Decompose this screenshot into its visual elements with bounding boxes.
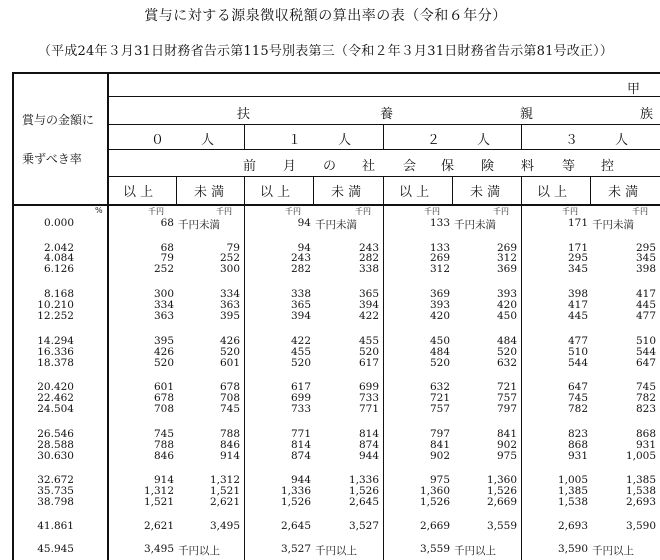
ijo-value: 902: [429, 450, 450, 462]
ijo-value: 171: [567, 242, 588, 254]
miman-value: 721: [496, 381, 517, 393]
thousand-yen-unit: 千円: [493, 207, 509, 216]
group-divider: [383, 176, 384, 560]
miman-value: 243: [358, 242, 379, 254]
ijo-value: 914: [153, 474, 174, 486]
ijo-header: 以 上: [399, 185, 430, 200]
miman-value: 445: [635, 299, 656, 311]
rate-value: 26.546: [37, 428, 74, 440]
miman-value: 914: [219, 450, 240, 462]
ijo-value: 300: [153, 288, 174, 300]
miman-value: 931: [635, 439, 656, 451]
rate-value: 22.462: [37, 392, 74, 404]
miman-header: 未 満: [194, 185, 225, 200]
miman-value: 295: [635, 242, 656, 254]
ijo-value: 841: [429, 439, 450, 451]
ijo-value: 365: [290, 299, 311, 311]
miman-value: 745: [219, 403, 240, 415]
thousand-yen-ijo-label: 千円以上: [178, 545, 220, 557]
miman-value: 455: [358, 335, 379, 347]
ijo-value: 757: [429, 403, 450, 415]
ijo-value: 601: [153, 381, 174, 393]
ijo-value: 393: [429, 299, 450, 311]
ijo-value: 484: [429, 346, 450, 358]
ijo-value: 632: [429, 381, 450, 393]
ijo-value: 133: [429, 242, 450, 254]
group-divider: [383, 124, 384, 149]
ijo-header: 以 上: [260, 185, 291, 200]
dependents-unit: 人: [477, 133, 491, 148]
miman-value: 632: [496, 357, 517, 369]
miman-value: 647: [635, 357, 656, 369]
miman-value: 782: [635, 392, 656, 404]
ijo-value: 2,669: [419, 520, 450, 532]
ijo-value: 771: [290, 428, 311, 440]
miman-value: 1,312: [209, 474, 240, 486]
miman-value: 133: [429, 217, 450, 229]
miman-value: 68: [160, 217, 174, 229]
miman-header: 未 満: [331, 185, 362, 200]
ijo-value: 445: [567, 310, 588, 322]
ijo-value: 1,336: [280, 485, 311, 497]
ijo-miman-divider: [313, 176, 314, 204]
group-divider: [521, 124, 522, 149]
miman-value: 394: [358, 299, 379, 311]
ijo-value: 450: [429, 335, 450, 347]
ijo-value: 846: [153, 450, 174, 462]
ijo-value: 975: [429, 474, 450, 486]
ijo-value: 2,645: [280, 520, 311, 532]
ijo-value: 1,312: [143, 485, 174, 497]
rate-header-label-1: 賞与の金額に: [22, 113, 95, 127]
ijo-value: 312: [429, 263, 450, 275]
miman-value: 814: [358, 428, 379, 440]
rate-value: 32.672: [37, 474, 74, 486]
miman-value: 171: [567, 217, 588, 229]
ijo-value: 243: [290, 252, 311, 264]
thousand-yen-unit: 千円: [285, 207, 301, 216]
ijo-value: 422: [290, 335, 311, 347]
miman-value: 269: [496, 242, 517, 254]
ijo-value: 708: [153, 403, 174, 415]
miman-value: 422: [358, 310, 379, 322]
thousand-yen-unit: 千円: [216, 207, 232, 216]
miman-value: 520: [496, 346, 517, 358]
miman-value: 3,495: [209, 520, 240, 532]
miman-value: 1,336: [348, 474, 379, 486]
miman-value: 3,559: [486, 520, 517, 532]
thousand-yen-unit: 千円: [148, 207, 164, 216]
miman-header: 未 満: [608, 185, 639, 200]
ijo-value: 868: [567, 439, 588, 451]
miman-value: 520: [219, 346, 240, 358]
miman-value: 1,385: [625, 474, 656, 486]
miman-value: 510: [635, 335, 656, 347]
thousand-yen-ijo-label: 千円以上: [592, 545, 634, 557]
rate-value: 20.420: [37, 381, 74, 393]
dependents-count: ０: [151, 133, 165, 148]
miman-value: 1,005: [625, 450, 656, 462]
miman-value: 617: [358, 357, 379, 369]
ijo-value: 68: [160, 242, 174, 254]
miman-value: 477: [635, 310, 656, 322]
miman-value: 79: [226, 242, 240, 254]
ijo-value: 617: [290, 381, 311, 393]
miman-value: 484: [496, 335, 517, 347]
ijo-miman-divider: [590, 176, 591, 204]
miman-value: 365: [358, 288, 379, 300]
rate-value: 24.504: [37, 403, 74, 415]
rate-value: 10.210: [37, 299, 74, 311]
ijo-value: 420: [429, 310, 450, 322]
ijo-value: 334: [153, 299, 174, 311]
group-divider: [244, 124, 245, 149]
dependents-unit: 人: [615, 133, 629, 148]
prev-month-insurance-char: 会: [403, 159, 417, 174]
miman-value: 252: [219, 252, 240, 264]
miman-value: 426: [219, 335, 240, 347]
ijo-value: 3,590: [557, 543, 588, 555]
ijo-value: 282: [290, 263, 311, 275]
ijo-value: 369: [429, 288, 450, 300]
ijo-value: 1,005: [557, 474, 588, 486]
miman-value: 363: [219, 299, 240, 311]
thousand-yen-unit: 千円: [562, 207, 578, 216]
dependents-unit: 人: [201, 133, 215, 148]
ijo-value: 678: [153, 392, 174, 404]
kou-label: 甲: [627, 82, 641, 97]
miman-value: 745: [635, 381, 656, 393]
prev-month-insurance-char: 前: [243, 159, 257, 174]
miman-value: 678: [219, 381, 240, 393]
miman-value: 874: [358, 439, 379, 451]
miman-value: 823: [635, 403, 656, 415]
ijo-value: 814: [290, 439, 311, 451]
rate-value: 8.168: [43, 288, 74, 300]
miman-value: 1,526: [348, 485, 379, 497]
miman-value: 3,527: [348, 520, 379, 532]
ijo-value: 269: [429, 252, 450, 264]
ijo-value: 745: [153, 428, 174, 440]
prev-month-insurance-char: 険: [481, 159, 495, 174]
ijo-value: 1,521: [143, 496, 174, 508]
header-rule: [107, 149, 660, 150]
ijo-value: 874: [290, 450, 311, 462]
ijo-value: 733: [290, 403, 311, 415]
miman-value: 300: [219, 263, 240, 275]
thousand-yen-ijo-label: 千円以上: [315, 545, 357, 557]
rate-value: 16.336: [37, 346, 74, 358]
ijo-miman-divider: [176, 176, 177, 204]
miman-value: 94: [297, 217, 311, 229]
ijo-value: 3,559: [419, 543, 450, 555]
thousand-yen-miman-label: 千円未満: [592, 219, 634, 231]
miman-value: 868: [635, 428, 656, 440]
ijo-value: 520: [153, 357, 174, 369]
group-divider: [244, 176, 245, 560]
miman-value: 3,590: [625, 520, 656, 532]
rate-header-label-2: 乗ずべき率: [22, 152, 82, 166]
ijo-value: 2,693: [557, 520, 588, 532]
dependents-count: ２: [427, 133, 441, 148]
ijo-value: 398: [567, 288, 588, 300]
ijo-value: 455: [290, 346, 311, 358]
miman-value: 393: [496, 288, 517, 300]
rate-value: 14.294: [37, 335, 74, 347]
rate-value: 6.126: [43, 263, 74, 275]
ijo-value: 79: [160, 252, 174, 264]
page-title: 賞与に対する源泉徴収税額の算出率の表（令和６年分）: [144, 8, 507, 24]
ijo-value: 338: [290, 288, 311, 300]
prev-month-insurance-char: 等: [562, 159, 576, 174]
group-divider: [521, 176, 522, 560]
miman-value: 708: [219, 392, 240, 404]
ijo-value: 252: [153, 263, 174, 275]
thousand-yen-unit: 千円: [355, 207, 371, 216]
miman-value: 1,526: [486, 485, 517, 497]
prev-month-insurance-char: 控: [601, 159, 615, 174]
ijo-value: 510: [567, 346, 588, 358]
ijo-value: 797: [429, 428, 450, 440]
header-rule: [107, 96, 660, 97]
miman-value: 1,521: [209, 485, 240, 497]
prev-month-insurance-char: 料: [521, 159, 535, 174]
miman-value: 450: [496, 310, 517, 322]
miman-value: 944: [358, 450, 379, 462]
fuyo-shinzoku-char: 族: [640, 107, 654, 122]
rate-value: 0.000: [43, 217, 74, 229]
prev-month-insurance-char: の: [323, 159, 337, 174]
thousand-yen-miman-label: 千円未満: [178, 219, 220, 231]
prev-month-insurance-char: 社: [362, 159, 376, 174]
miman-value: 788: [219, 428, 240, 440]
miman-value: 601: [219, 357, 240, 369]
ijo-value: 1,526: [419, 496, 450, 508]
ijo-value: 944: [290, 474, 311, 486]
ijo-value: 1,538: [557, 496, 588, 508]
table-top-border: [12, 72, 660, 74]
ijo-miman-divider: [452, 176, 453, 204]
ijo-value: 1,526: [280, 496, 311, 508]
ijo-value: 1,385: [557, 485, 588, 497]
thousand-yen-miman-label: 千円未満: [315, 219, 357, 231]
ijo-header: 以 上: [537, 185, 568, 200]
ijo-value: 3,495: [143, 543, 174, 555]
ijo-value: 3,527: [280, 543, 311, 555]
miman-value: 2,669: [486, 496, 517, 508]
ijo-value: 345: [567, 263, 588, 275]
miman-value: 2,693: [625, 496, 656, 508]
miman-value: 520: [358, 346, 379, 358]
ijo-value: 477: [567, 335, 588, 347]
rate-value: 30.630: [37, 450, 74, 462]
dependents-count: １: [288, 133, 302, 148]
percent-unit: %: [95, 206, 103, 215]
fuyo-shinzoku-char: 親: [520, 107, 534, 122]
miman-value: 312: [496, 252, 517, 264]
ijo-value: 745: [567, 392, 588, 404]
prev-month-insurance-char: 保: [441, 159, 455, 174]
rate-value: 2.042: [43, 242, 74, 254]
ijo-value: 426: [153, 346, 174, 358]
fuyo-shinzoku-char: 養: [380, 107, 394, 122]
miman-value: 2,621: [209, 496, 240, 508]
miman-value: 733: [358, 392, 379, 404]
ijo-value: 721: [429, 392, 450, 404]
page-subtitle: （平成24年３月31日財務省告示第115号別表第三（令和２年３月31日財務省告示第81号改正））: [37, 44, 614, 59]
miman-value: 846: [219, 439, 240, 451]
rate-column-border: [107, 72, 109, 560]
ijo-value: 782: [567, 403, 588, 415]
ijo-value: 931: [567, 450, 588, 462]
miman-value: 757: [496, 392, 517, 404]
thousand-yen-unit: 千円: [632, 207, 648, 216]
miman-value: 841: [496, 428, 517, 440]
rate-value: 41.861: [37, 520, 74, 532]
miman-value: 902: [496, 439, 517, 451]
miman-value: 282: [358, 252, 379, 264]
rate-value: 28.588: [37, 439, 74, 451]
rate-value: 35.735: [37, 485, 74, 497]
ijo-value: 395: [153, 335, 174, 347]
miman-value: 2,645: [348, 496, 379, 508]
rate-value: 38.798: [37, 496, 74, 508]
ijo-value: 295: [567, 252, 588, 264]
miman-value: 1,538: [625, 485, 656, 497]
dependents-unit: 人: [338, 133, 352, 148]
rate-value: 45.945: [37, 543, 74, 555]
ijo-value: 788: [153, 439, 174, 451]
miman-value: 338: [358, 263, 379, 275]
ijo-value: 394: [290, 310, 311, 322]
miman-value: 975: [496, 450, 517, 462]
miman-value: 369: [496, 263, 517, 275]
dependents-count: ３: [565, 133, 579, 148]
fuyo-shinzoku-char: 扶: [237, 107, 251, 122]
thousand-yen-ijo-label: 千円以上: [454, 545, 496, 557]
miman-value: 797: [496, 403, 517, 415]
ijo-value: 647: [567, 381, 588, 393]
ijo-value: 2,621: [143, 520, 174, 532]
ijo-value: 699: [290, 392, 311, 404]
rate-value: 12.252: [37, 310, 74, 322]
thousand-yen-unit: 千円: [424, 207, 440, 216]
ijo-value: 363: [153, 310, 174, 322]
ijo-value: 823: [567, 428, 588, 440]
ijo-value: 520: [290, 357, 311, 369]
miman-value: 420: [496, 299, 517, 311]
ijo-value: 1,360: [419, 485, 450, 497]
rate-value: 4.084: [43, 252, 74, 264]
miman-value: 699: [358, 381, 379, 393]
ijo-value: 544: [567, 357, 588, 369]
thousand-yen-miman-label: 千円未満: [454, 219, 496, 231]
prev-month-insurance-char: 月: [283, 159, 297, 174]
miman-value: 398: [635, 263, 656, 275]
ijo-value: 520: [429, 357, 450, 369]
rate-value: 18.378: [37, 357, 74, 369]
miman-value: 771: [358, 403, 379, 415]
miman-value: 345: [635, 252, 656, 264]
ijo-value: 417: [567, 299, 588, 311]
miman-value: 395: [219, 310, 240, 322]
ijo-value: 94: [297, 242, 311, 254]
miman-value: 417: [635, 288, 656, 300]
ijo-header: 以 上: [123, 185, 154, 200]
miman-value: 544: [635, 346, 656, 358]
miman-header: 未 満: [470, 185, 501, 200]
miman-value: 1,360: [486, 474, 517, 486]
miman-value: 334: [219, 288, 240, 300]
